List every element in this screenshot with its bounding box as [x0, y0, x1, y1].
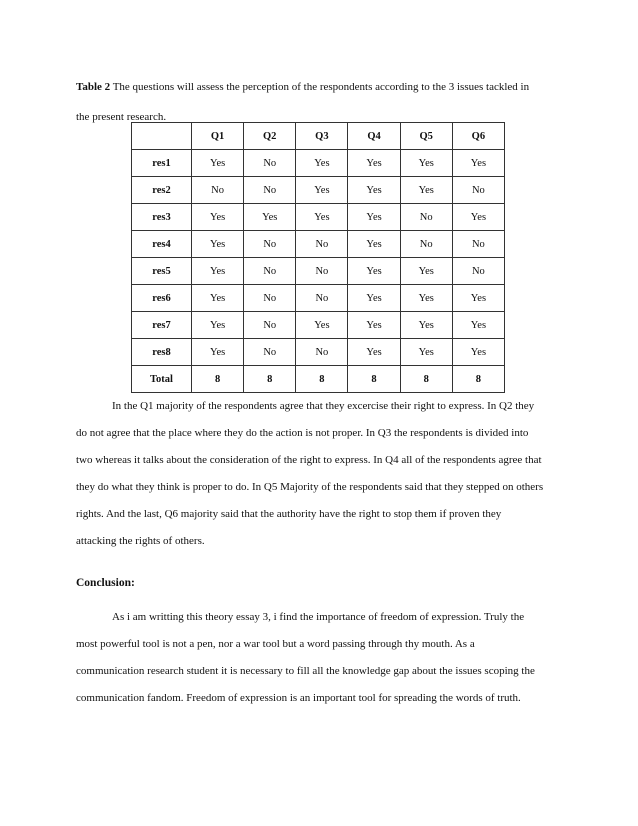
row-label: res6 [132, 285, 192, 312]
table-cell: Yes [296, 312, 348, 339]
table-cell: Yes [244, 204, 296, 231]
analysis-line: attacking the rights of others. [76, 535, 205, 547]
table-row [132, 204, 505, 231]
table-cell: No [244, 339, 296, 366]
table-header-row [132, 123, 505, 150]
table-cell: Yes [192, 285, 244, 312]
table-cell: No [296, 339, 348, 366]
table-cell: No [400, 204, 452, 231]
table-row [132, 312, 505, 339]
responses-table [131, 122, 505, 393]
row-label: res2 [132, 177, 192, 204]
table-row [132, 258, 505, 285]
total-cell: 8 [244, 366, 296, 393]
total-cell: 8 [192, 366, 244, 393]
table-cell: Yes [400, 312, 452, 339]
total-cell: 8 [296, 366, 348, 393]
table-cell: Yes [192, 258, 244, 285]
table-cell: No [244, 231, 296, 258]
table-cell: No [296, 258, 348, 285]
total-cell: 8 [400, 366, 452, 393]
table-cell: Yes [296, 204, 348, 231]
table-cell: Yes [348, 204, 400, 231]
table-cell: Yes [400, 177, 452, 204]
analysis-line: two whereas it talks about the consideration of the right to express. In Q4 all of the respondents agree that [76, 454, 542, 466]
table-header-cell: Q1 [192, 123, 244, 150]
table-cell: Yes [452, 339, 504, 366]
table-cell: No [400, 231, 452, 258]
row-label: res4 [132, 231, 192, 258]
conclusion-line: communication fandom. Freedom of expression is an important tool for spreading the words of truth. [76, 692, 521, 704]
caption-text-line1: The questions will assess the perception of the respondents according to the 3 issues tackled in [112, 81, 530, 93]
total-label: Total [132, 366, 192, 393]
table-row [132, 339, 505, 366]
table-cell: Yes [452, 150, 504, 177]
table-cell: No [244, 285, 296, 312]
conclusion-line: communication research student it is necessary to fill all the knowledge gap about the issues scoping the [76, 665, 535, 677]
table-header-cell: Q6 [452, 123, 504, 150]
table-cell: No [452, 177, 504, 204]
total-cell: 8 [452, 366, 504, 393]
analysis-line: In the Q1 majority of the respondents agree that they excercise their right to express. In Q2 they [112, 400, 535, 412]
table-row [132, 150, 505, 177]
caption-text-line2: the present research. [76, 111, 167, 123]
table-row [132, 231, 505, 258]
row-label: res5 [132, 258, 192, 285]
table-cell: Yes [400, 285, 452, 312]
table-cell: Yes [452, 285, 504, 312]
table-cell: Yes [348, 339, 400, 366]
conclusion-paragraph [76, 604, 576, 712]
table-cell: No [296, 285, 348, 312]
table-cell: Yes [348, 258, 400, 285]
analysis-line: rights. And the last, Q6 majority said that the authority have the right to stop them if proven they [76, 508, 502, 520]
analysis-line: do not agree that the place where they do the action is not proper. In Q3 the respondents is divided into [76, 427, 529, 439]
row-label: res1 [132, 150, 192, 177]
table-cell: Yes [348, 312, 400, 339]
table-cell: Yes [400, 258, 452, 285]
analysis-line: they do what they think is proper to do. In Q5 Majority of the respondents said that they stepped on others [76, 481, 544, 493]
table-cell: Yes [400, 150, 452, 177]
table-cell: Yes [348, 231, 400, 258]
table-cell: Yes [192, 204, 244, 231]
table-cell: Yes [296, 177, 348, 204]
row-label: res8 [132, 339, 192, 366]
table-cell: No [244, 312, 296, 339]
table-cell: Yes [348, 150, 400, 177]
table-cell: Yes [348, 177, 400, 204]
table-cell: No [452, 231, 504, 258]
table-header-cell [132, 123, 192, 150]
table-cell: Yes [452, 204, 504, 231]
total-row [132, 366, 505, 393]
table-cell: No [244, 177, 296, 204]
row-label: res3 [132, 204, 192, 231]
table-cell: No [452, 258, 504, 285]
table-row [132, 177, 505, 204]
caption-label: Table 2 [76, 81, 111, 93]
table-cell: Yes [452, 312, 504, 339]
conclusion-line: As i am writting this theory essay 3, i find the importance of freedom of expression. Truly the [112, 611, 525, 623]
table-cell: Yes [192, 312, 244, 339]
analysis-paragraph [76, 393, 576, 555]
table-cell: Yes [192, 150, 244, 177]
table-header-cell: Q5 [400, 123, 452, 150]
table-cell: No [192, 177, 244, 204]
table-cell: Yes [348, 285, 400, 312]
table-header-cell: Q3 [296, 123, 348, 150]
conclusion-line: most powerful tool is not a pen, nor a war tool but a word passing through thy mouth. As a [76, 638, 475, 650]
table-cell: Yes [296, 150, 348, 177]
table-cell: No [244, 258, 296, 285]
table-cell: No [244, 150, 296, 177]
table-header-cell: Q4 [348, 123, 400, 150]
total-cell: 8 [348, 366, 400, 393]
table-cell: Yes [192, 339, 244, 366]
table-cell: No [296, 231, 348, 258]
table-row [132, 285, 505, 312]
row-label: res7 [132, 312, 192, 339]
conclusion-heading: Conclusion: [76, 577, 135, 589]
table-cell: Yes [400, 339, 452, 366]
table-cell: Yes [192, 231, 244, 258]
table-header-cell: Q2 [244, 123, 296, 150]
